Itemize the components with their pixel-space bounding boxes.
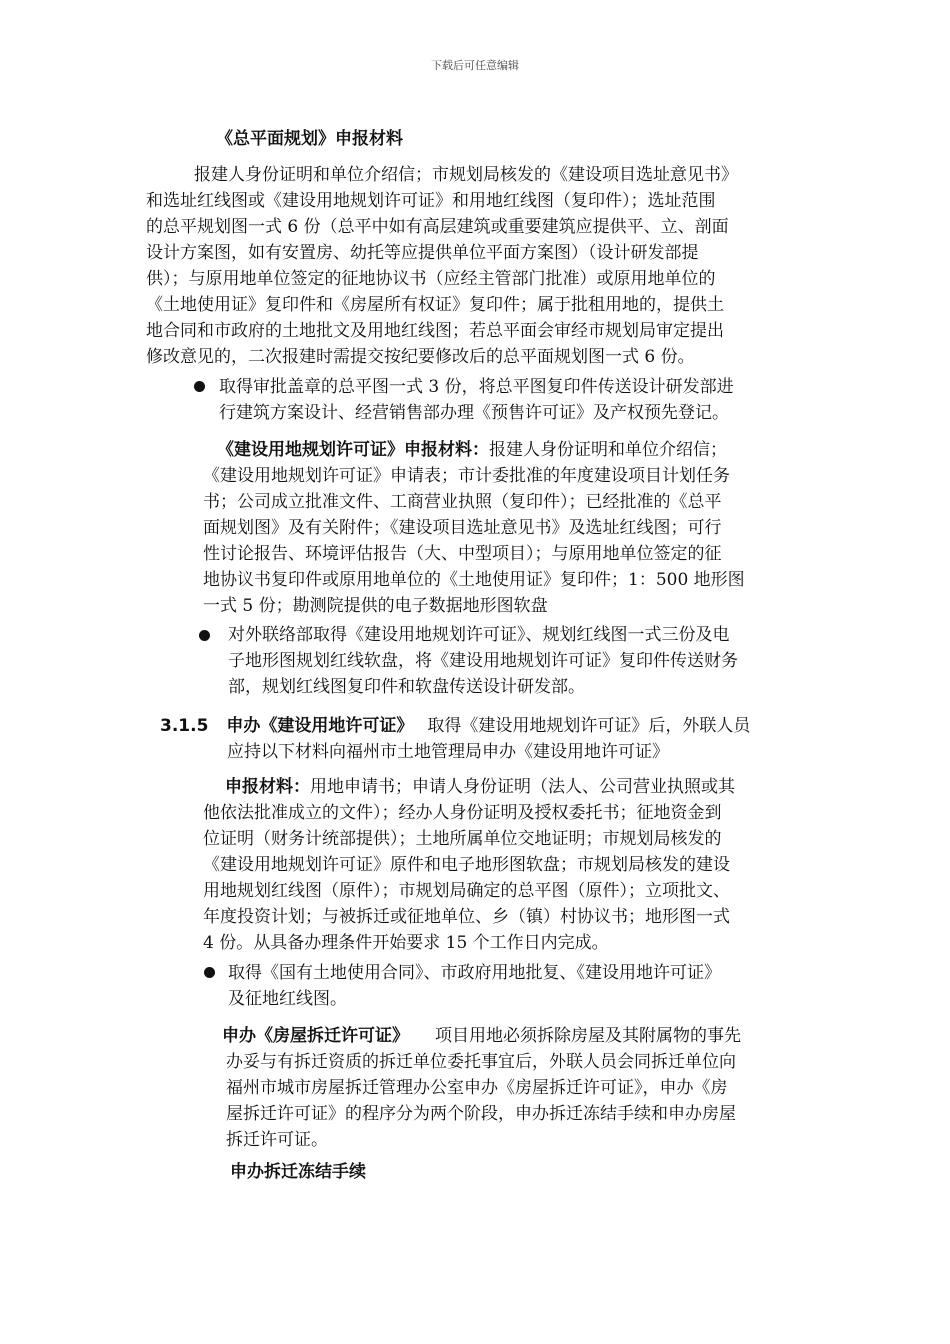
paragraph-line: 供）；与原用地单位签定的征地协议书（应经主管部门批准）或原用地单位的 xyxy=(146,269,716,289)
bullet-line: 部，规划红线图复印件和软盘传送设计研发部。 xyxy=(228,677,585,697)
paragraph-line: 报建人身份证明和单位介绍信；市规划局核发的《建设项目选址意见书》 xyxy=(194,165,738,185)
paragraph-application-materials xyxy=(203,774,843,956)
paragraph-line: 福州市城市房屋拆迁管理办公室申办《房屋拆迁许可证》，申办《房 xyxy=(226,1078,728,1098)
paragraph-line: 拆迁许可证。 xyxy=(226,1130,328,1150)
bullet-line: 子地形图规划红线软盘，将《建设用地规划许可证》复印件传送财务 xyxy=(228,651,738,671)
paragraph-line: 面规划图》及有关附件；《建设项目选址意见书》及选址红线图；可行 xyxy=(203,518,722,538)
paragraph-line: 位证明（财务计统部提供）；土地所属单位交地证明；市规划局核发的 xyxy=(203,829,722,849)
bullet-item-land-planning-permit-result xyxy=(228,622,838,700)
bullet-line: 及征地红线图。 xyxy=(228,989,347,1009)
paragraph-line: 屋拆迁许可证》的程序分为两个阶段，申办拆迁冻结手续和申办房屋 xyxy=(226,1104,736,1124)
paragraph-line: 用地规划红线图（原件）；市规划局确定的总平图（原件）；立项批文、 xyxy=(203,881,730,901)
section-heading-land-planning-permit: 《建设用地规划许可证》申报材料： xyxy=(217,440,489,460)
paragraph-line: 和选址红线图或《建设用地规划许可证》和用地红线图（复印件）；选址范围 xyxy=(146,191,716,211)
paragraph-line: 一式 5 份；勘测院提供的电子数据地形图软盘 xyxy=(203,596,548,616)
section-heading-demolition-permit: 申办《房屋拆迁许可证》 xyxy=(222,1026,409,1046)
paragraph-line: 地协议书复印件或原用地单位的《土地使用证》复印件；1：500 地形图 xyxy=(203,570,745,590)
bullet-line: 行建筑方案设计、经营销售部办理《预售许可证》及产权预先登记。 xyxy=(219,403,729,423)
section-number: 3.1.5 xyxy=(160,716,209,736)
section-heading-application-materials: 申报材料： xyxy=(225,777,310,797)
section-first-line xyxy=(160,713,840,739)
paragraph-line: 他依法批准成立的文件）；经办人身份证明及授权委托书；征地资金到 xyxy=(203,803,722,823)
paragraph-line: 地合同和市政府的土地批文及用地红线图；若总平面会审经市规划局审定提出 xyxy=(146,321,724,341)
section-heading-land-use-permit: 申办《建设用地许可证》 xyxy=(226,716,414,736)
paragraph-line: 4 份。从具备办理条件开始要求 15 个工作日内完成。 xyxy=(203,933,609,953)
paragraph-line: 办妥与有拆迁资质的拆迁单位委托事宜后，外联人员会同拆迁单位向 xyxy=(226,1052,736,1072)
bullet-icon xyxy=(194,381,205,392)
paragraph-line: 《土地使用证》复印件和《房屋所有权证》复印件；属于批租用地的，提供土 xyxy=(146,295,724,315)
paragraph-line: 报建人身份证明和单位介绍信； xyxy=(489,440,727,460)
section-3-1-5 xyxy=(160,713,840,765)
paragraph-line: 设计方案图，如有安置房、幼托等应提供单位平面方案图）（设计研发部提 xyxy=(146,243,699,263)
bullet-line: 取得《国有土地使用合同》、市政府用地批复、《建设用地许可证》 xyxy=(228,963,721,983)
paragraph-line: 性讨论报告、环境评估报告（大、中型项目）；与原用地单位签定的征 xyxy=(203,544,722,564)
bullet-icon xyxy=(204,967,215,978)
section-heading-master-plan: 《总平面规划》申报材料 xyxy=(216,129,403,149)
paragraph-first-line xyxy=(222,1023,826,1049)
paragraph-line: 项目用地必须拆除房屋及其附属物的事先 xyxy=(435,1026,741,1046)
paragraph-line: 取得《建设用地规划许可证》后，外联人员 xyxy=(427,716,751,736)
section-heading-demolition-freeze: 申办拆迁冻结手续 xyxy=(230,1162,366,1182)
page-header: 下载后可任意编辑 xyxy=(431,59,519,72)
paragraph-line: 《建设用地规划许可证》原件和电子地形图软盘；市规划局核发的建设 xyxy=(203,855,730,875)
paragraph-master-plan xyxy=(146,162,826,370)
paragraph-line: 书；公司成立批准文件、工商营业执照（复印件）；已经批准的《总平 xyxy=(203,492,722,512)
paragraph-first-line xyxy=(203,774,843,800)
bullet-icon xyxy=(199,630,210,641)
bullet-line: 对外联络部取得《建设用地规划许可证》、规划红线图一式三份及电 xyxy=(228,625,730,645)
paragraph-land-planning-permit xyxy=(203,437,833,619)
paragraph-demolition-permit xyxy=(222,1023,826,1153)
paragraph-first-line xyxy=(203,437,833,463)
paragraph-line: 的总平规划图一式 6 份（总平中如有高层建筑或重要建筑应提供平、立、剖面 xyxy=(146,217,729,237)
bullet-item-land-use-permit-result xyxy=(228,960,838,1012)
paragraph-line: 修改意见的，二次报建时需提交按纪要修改后的总平面规划图一式 6 份。 xyxy=(146,347,695,367)
bullet-item-master-plan-result xyxy=(219,374,839,426)
paragraph-line: 用地申请书；申请人身份证明（法人、公司营业执照或其 xyxy=(310,777,735,797)
paragraph-line: 应持以下材料向福州市土地管理局申办《建设用地许可证》 xyxy=(227,742,669,762)
paragraph-line: 《建设用地规划许可证》申请表；市计委批准的年度建设项目计划任务 xyxy=(203,466,730,486)
bullet-line: 取得审批盖章的总平图一式 3 份，将总平图复印件传送设计研发部进 xyxy=(219,377,734,397)
paragraph-line: 年度投资计划；与被拆迁或征地单位、乡（镇）村协议书；地形图一式 xyxy=(203,907,730,927)
